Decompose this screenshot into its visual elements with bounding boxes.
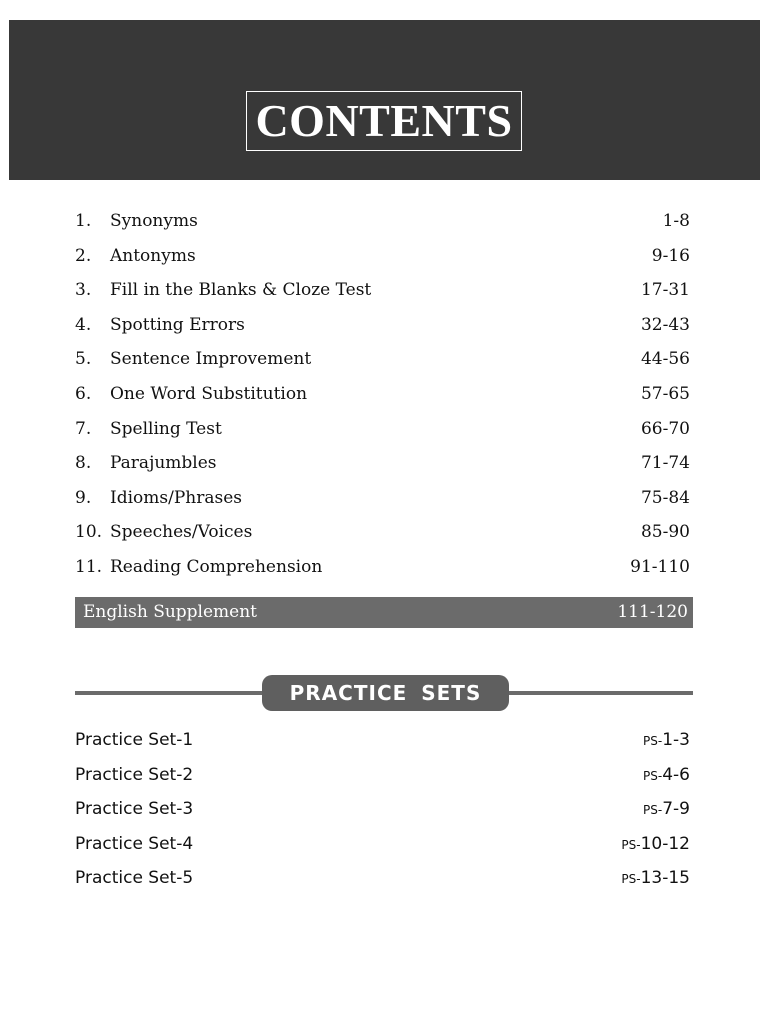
practice-set-row[interactable]	[75, 861, 690, 896]
practice-set-row[interactable]	[75, 723, 690, 758]
practice-set-range: 4-6	[662, 764, 690, 785]
practice-set-label: Practice Set-1	[75, 730, 194, 750]
practice-set-range: 10-12	[640, 833, 690, 854]
toc-number: 8.	[75, 453, 92, 474]
practice-set-label: Practice Set-2	[75, 764, 194, 785]
toc-number: 11.	[75, 556, 103, 577]
practice-set-list	[75, 723, 690, 896]
header-banner	[9, 20, 760, 180]
toc-number: 3.	[75, 280, 92, 301]
toc-label: Antonyms	[110, 245, 196, 266]
practice-set-prefix: PS-	[621, 837, 641, 852]
practice-set-row[interactable]	[75, 758, 690, 793]
toc-pages: 75-84	[640, 487, 690, 508]
toc-pages: 85-90	[640, 522, 690, 543]
toc-label: Speeches/Voices	[110, 522, 253, 543]
practice-set-label: Practice Set-3	[75, 799, 194, 819]
practice-set-range: 1-3	[662, 730, 690, 750]
supplement-row[interactable]	[75, 597, 693, 628]
toc-row[interactable]	[75, 481, 690, 516]
toc-row[interactable]	[75, 204, 690, 239]
toc-row[interactable]	[75, 273, 690, 308]
toc-pages: 57-65	[640, 383, 690, 404]
toc-row[interactable]	[75, 412, 690, 447]
practice-sets-heading	[262, 675, 509, 711]
toc-number: 1.	[75, 211, 92, 231]
toc-row[interactable]	[75, 515, 690, 550]
toc-pages: 91-110	[630, 556, 690, 577]
practice-set-prefix: PS-	[621, 872, 641, 886]
toc-number: 2.	[75, 245, 92, 266]
toc-pages: 17-31	[640, 280, 690, 301]
toc-label: Spotting Errors	[110, 314, 245, 335]
toc-row[interactable]	[75, 239, 690, 274]
practice-set-range: 7-9	[662, 799, 690, 819]
practice-set-pages	[643, 758, 690, 794]
toc-label: Fill in the Blanks & Cloze Test	[110, 280, 372, 301]
toc-pages: 9-16	[651, 245, 690, 266]
toc-pages: 66-70	[640, 418, 690, 439]
supplement-pages: 111-120	[617, 602, 688, 622]
practice-set-pages	[621, 861, 690, 897]
toc-row[interactable]	[75, 342, 690, 377]
toc-pages: 44-56	[640, 349, 690, 370]
practice-sets-title: PRACTICE SETS	[289, 681, 482, 705]
toc-number: 6.	[75, 383, 92, 404]
practice-set-label: Practice Set-4	[75, 833, 194, 854]
practice-set-prefix: PS-	[643, 734, 663, 748]
toc-number: 5.	[75, 349, 92, 370]
practice-set-row[interactable]	[75, 827, 690, 862]
toc-row[interactable]	[75, 377, 690, 412]
toc-row[interactable]	[75, 550, 690, 585]
toc-label: One Word Substitution	[110, 383, 308, 404]
toc-list	[75, 204, 690, 585]
practice-set-label: Practice Set-5	[75, 868, 194, 888]
toc-label: Spelling Test	[110, 418, 222, 439]
toc-number: 7.	[75, 418, 92, 439]
title-box	[246, 91, 522, 151]
practice-set-prefix: PS-	[643, 803, 663, 817]
practice-set-pages	[643, 723, 690, 759]
page-title: CONTENTS	[255, 95, 513, 146]
practice-set-pages	[643, 792, 690, 828]
toc-number: 10.	[75, 522, 103, 543]
practice-set-prefix: PS-	[643, 768, 663, 783]
toc-row[interactable]	[75, 446, 690, 481]
toc-label: Reading Comprehension	[110, 556, 323, 577]
toc-pages: 71-74	[640, 453, 690, 474]
toc-label: Synonyms	[110, 211, 198, 231]
toc-number: 9.	[75, 487, 92, 508]
toc-label: Idioms/Phrases	[110, 487, 242, 508]
practice-set-pages	[621, 827, 690, 863]
toc-number: 4.	[75, 314, 92, 335]
practice-set-range: 13-15	[640, 868, 690, 888]
toc-pages: 32-43	[640, 314, 690, 335]
supplement-label: English Supplement	[83, 602, 258, 622]
toc-label: Parajumbles	[110, 453, 217, 474]
toc-row[interactable]	[75, 308, 690, 343]
toc-label: Sentence Improvement	[110, 349, 312, 370]
toc-pages: 1-8	[662, 211, 690, 231]
practice-set-row[interactable]	[75, 792, 690, 827]
